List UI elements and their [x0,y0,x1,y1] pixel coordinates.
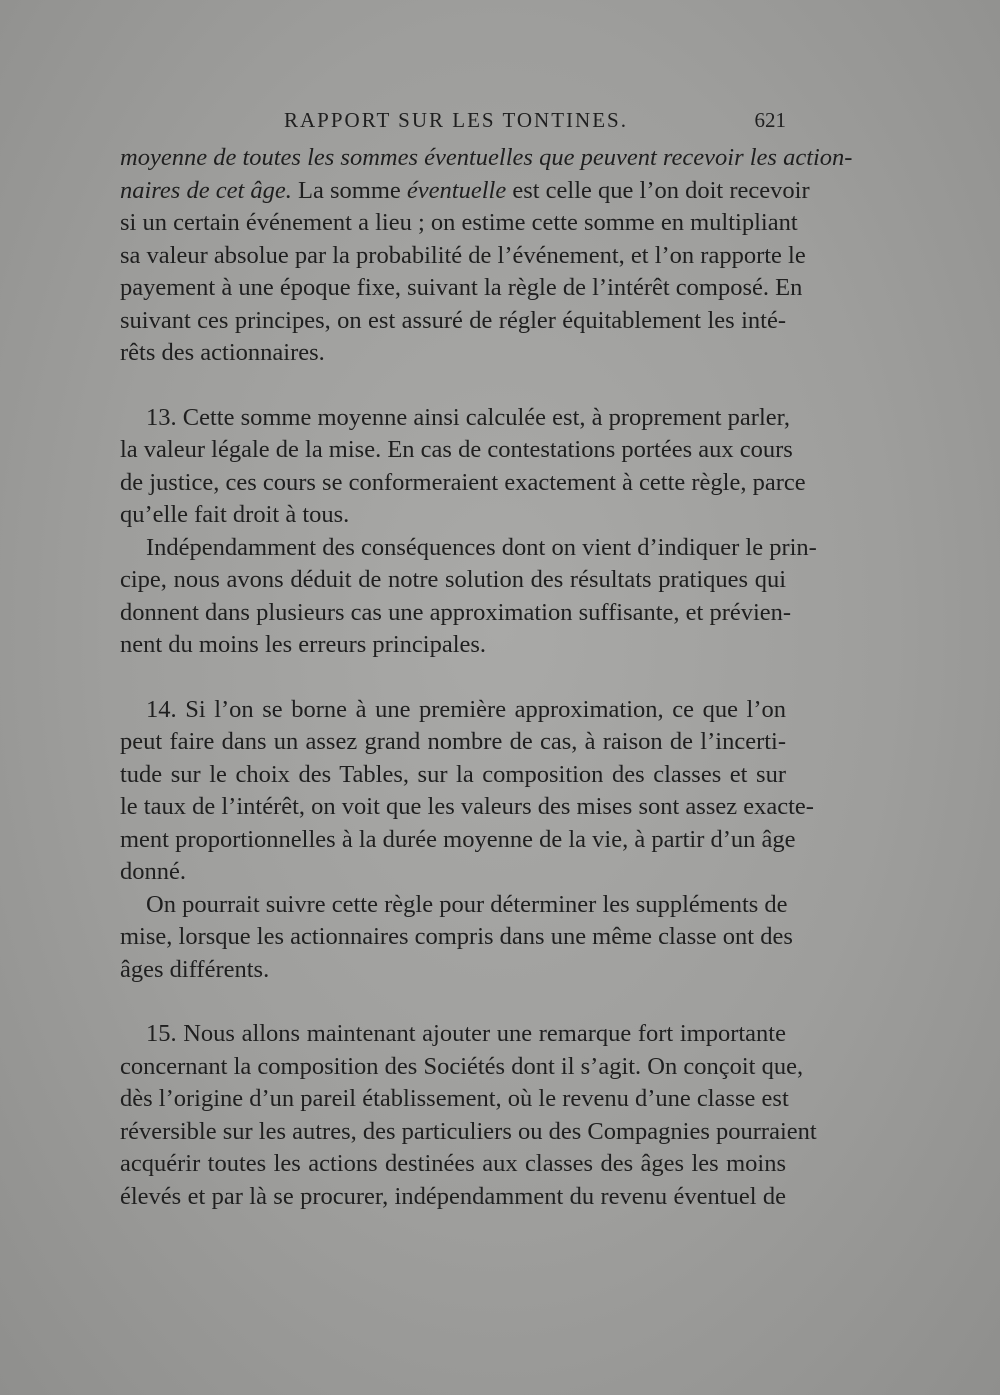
text-line: réversible sur les autres, des particuliers ou des Compagnies pourraient [120,1117,817,1145]
text-line: peut faire dans un assez grand nombre de cas, à raison de l’incerti- [120,728,786,755]
text-line: On pourrait suivre cette règle pour déterminer les suppléments de [146,890,788,918]
text-line: moyenne de toutes les sommes éventuelles que peuvent recevoir les action- [120,144,853,171]
paragraph-15 [120,1018,817,1213]
text-line: 13. Cette somme moyenne ainsi calculée est, à proprement parler, [146,403,790,431]
text-line: âges différents. [120,955,270,983]
text-line: 15. Nous allons maintenant ajouter une remarque fort importante [146,1020,786,1047]
paragraph-continuation [120,142,853,370]
text-line: ment proportionnelles à la durée moyenne de la vie, à partir d’un âge [120,825,796,853]
text-line: tude sur le choix des Tables, sur la composition des classes et sur [120,760,786,788]
running-title: RAPPORT SUR LES TONTINES. [284,108,628,132]
page-body [120,142,853,1213]
text-line: si un certain événement a lieu ; on estime cette somme en multipliant [120,209,798,236]
text-line: rêts des actionnaires. [120,339,325,366]
text-line: dès l’origine d’un pareil établissement, où le revenu d’une classe est [120,1085,789,1112]
text-line: suivant ces principes, on est assuré de régler équitablement les inté- [120,306,786,334]
page-header [120,102,786,142]
text-line: la valeur légale de la mise. En cas de contestations portées aux cours [120,436,793,463]
text-line: qu’elle fait droit à tous. [120,501,350,528]
text-line: mise, lorsque les actionnaires compris dans une même classe ont des [120,923,793,950]
text-line: donné. [120,858,186,885]
paragraph-14-continued [120,889,793,987]
text-line: donnent dans plusieurs cas une approximation suffisante, et prévien- [120,598,792,626]
text-line: sa valeur absolue par la probabilité de l’événement, et l’on rapporte le [120,241,806,269]
text-line: Indépendamment des conséquences dont on vient d’indiquer le prin- [146,533,817,561]
paragraph-14 [120,694,814,889]
paragraph-13-continued [120,532,817,662]
text-line: 14. Si l’on se borne à une première approximation, ce que l’on [146,695,786,723]
text-line: concernant la composition des Sociétés dont il s’agit. On conçoit que, [120,1052,804,1080]
text-line: nent du moins les erreurs principales. [120,631,487,658]
text-line: cipe, nous avons déduit de notre solution des résultats pratiques qui [120,566,786,593]
text-line: de justice, ces cours se conformeraient exactement à cette règle, parce [120,468,806,496]
text-line: le taux de l’intérêt, on voit que les valeurs des mises sont assez exacte- [120,793,814,820]
paragraph-13 [120,402,806,532]
text-line: payement à une époque fixe, suivant la règle de l’intérêt composé. En [120,274,803,301]
text-line: élevés et par là se procurer, indépendamment du revenu éventuel de [120,1182,786,1210]
text-line: acquérir toutes les actions destinées aux classes des âges les moins [120,1150,786,1177]
page-number: 621 [754,108,786,132]
text-line: naires de cet âge. La somme éventuelle est celle que l’on doit recevoir [120,176,810,204]
